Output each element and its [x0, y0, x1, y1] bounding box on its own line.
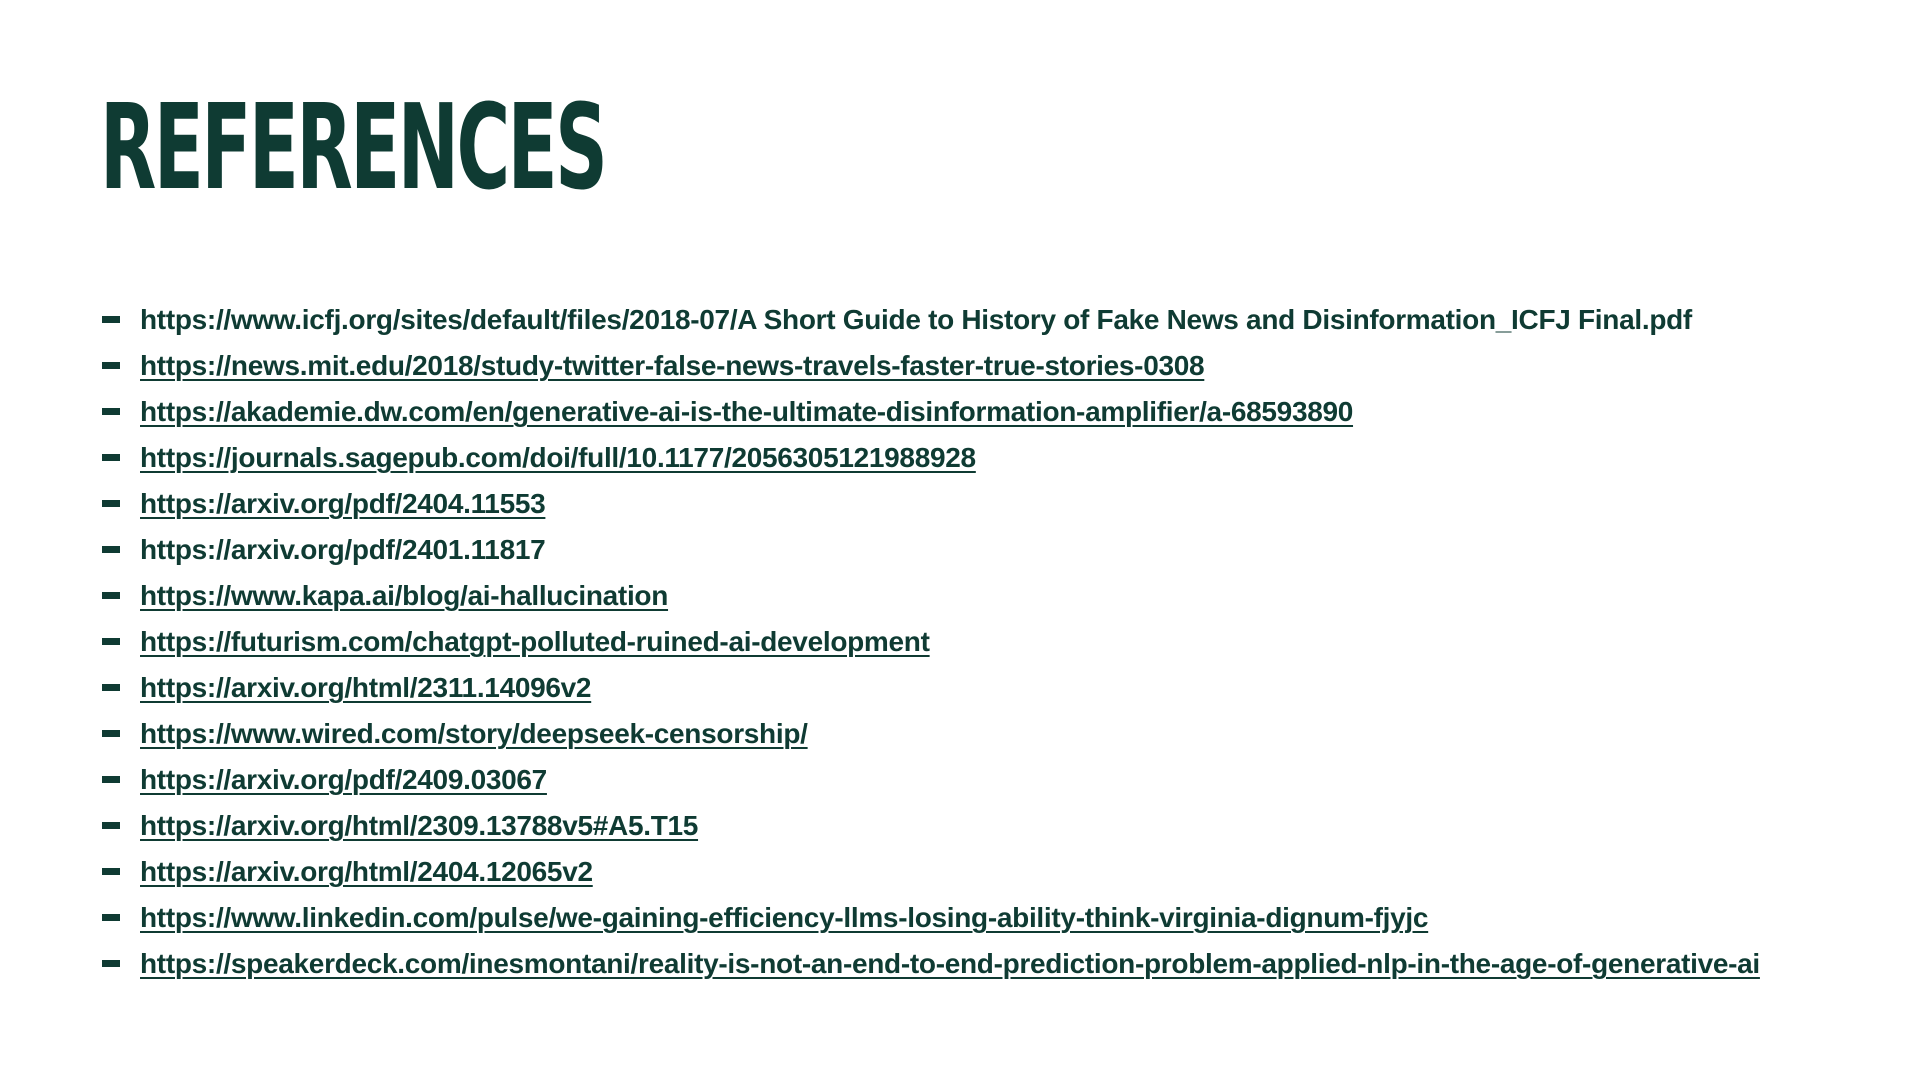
- reference-link[interactable]: https://akademie.dw.com/en/generative-ai-is-the-ultimate-disinformation-amplifier/a-68593890: [140, 396, 1354, 427]
- dash-icon: [102, 914, 120, 921]
- reference-link[interactable]: https://futurism.com/chatgpt-polluted-ruined-ai-development: [140, 626, 930, 657]
- reference-list: [102, 300, 1760, 990]
- list-item: [102, 760, 1760, 806]
- reference-link[interactable]: https://journals.sagepub.com/doi/full/10.1177/2056305121988928: [140, 442, 976, 473]
- dash-icon: [102, 960, 120, 967]
- dash-icon: [102, 730, 120, 737]
- list-item: [102, 438, 1760, 484]
- reference-link[interactable]: https://news.mit.edu/2018/study-twitter-false-news-travels-faster-true-stories-0308: [140, 350, 1205, 381]
- reference-link[interactable]: https://www.wired.com/story/deepseek-censorship/: [140, 718, 808, 749]
- list-item: [102, 576, 1760, 622]
- list-item: [102, 898, 1760, 944]
- dash-icon: [102, 546, 120, 553]
- dash-icon: [102, 408, 120, 415]
- reference-link[interactable]: https://www.kapa.ai/blog/ai-hallucination: [140, 580, 669, 611]
- reference-text: https://www.icfj.org/sites/default/files/2018-07/A Short Guide to History of Fake News and Disinformation_ICFJ Final.pdf: [140, 304, 1692, 335]
- list-item: [102, 944, 1760, 990]
- page-title: REFERENCES: [100, 78, 606, 216]
- list-item: [102, 714, 1760, 760]
- reference-link[interactable]: https://arxiv.org/pdf/2404.11553: [140, 488, 546, 519]
- list-item: [102, 346, 1760, 392]
- dash-icon: [102, 316, 120, 323]
- reference-link[interactable]: https://arxiv.org/html/2309.13788v5#A5.T15: [140, 810, 699, 841]
- dash-icon: [102, 500, 120, 507]
- list-item: [102, 300, 1760, 346]
- list-item: [102, 530, 1760, 576]
- dash-icon: [102, 776, 120, 783]
- list-item: [102, 484, 1760, 530]
- list-item: [102, 806, 1760, 852]
- list-item: [102, 668, 1760, 714]
- list-item: [102, 622, 1760, 668]
- reference-link[interactable]: https://arxiv.org/html/2404.12065v2: [140, 856, 593, 887]
- list-item: [102, 392, 1760, 438]
- dash-icon: [102, 638, 120, 645]
- reference-link[interactable]: https://www.linkedin.com/pulse/we-gaining-efficiency-llms-losing-ability-think-virginia-dignum-fjyjc: [140, 902, 1429, 933]
- dash-icon: [102, 684, 120, 691]
- reference-link[interactable]: https://arxiv.org/html/2311.14096v2: [140, 672, 592, 703]
- reference-link[interactable]: https://arxiv.org/pdf/2409.03067: [140, 764, 547, 795]
- list-item: [102, 852, 1760, 898]
- dash-icon: [102, 868, 120, 875]
- reference-link[interactable]: https://speakerdeck.com/inesmontani/reality-is-not-an-end-to-end-prediction-problem-applied-nlp-in-the-age-of-generative-ai: [140, 948, 1760, 979]
- dash-icon: [102, 592, 120, 599]
- dash-icon: [102, 362, 120, 369]
- reference-text: https://arxiv.org/pdf/2401.11817: [140, 534, 546, 565]
- dash-icon: [102, 822, 120, 829]
- dash-icon: [102, 454, 120, 461]
